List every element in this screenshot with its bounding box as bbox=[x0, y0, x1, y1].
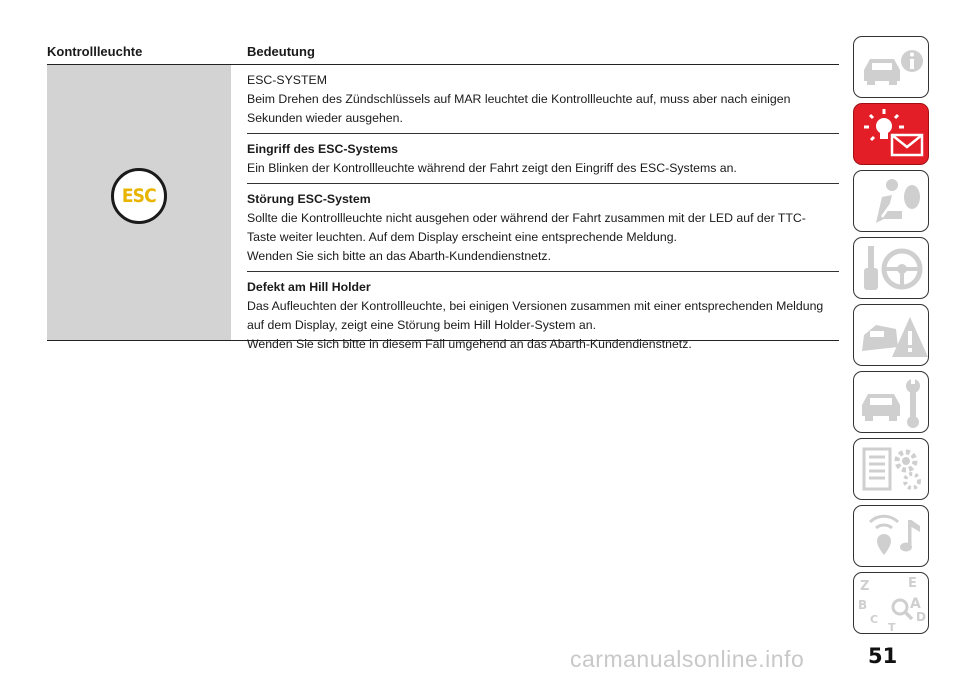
esc-warning-label: ESC bbox=[122, 185, 156, 207]
table-header-symbol: Kontrollleuchte bbox=[47, 44, 143, 59]
row-text-line: Sekunden wieder ausgehen. bbox=[247, 111, 403, 125]
car-accident-warning-icon bbox=[854, 305, 930, 367]
row-text-line: Das Aufleuchten der Kontrollleuchte, bei einigen Versionen zusammen mit einer entsprechenden Meldung bbox=[247, 299, 824, 313]
row-text-line: Beim Drehen des Zündschlüssels auf MAR leuchtet die Kontrollleuchte auf, muss aber nach einigen bbox=[247, 92, 791, 106]
tab-starting-driving[interactable] bbox=[853, 237, 929, 299]
row-text-line: Wenden Sie sich bitte in diesem Fall umgehend an das Abarth-Kundendienstnetz. bbox=[247, 337, 692, 351]
table-row bbox=[247, 65, 839, 134]
row-text-line: Wenden Sie sich bitte an das Abarth-Kundendienstnetz. bbox=[247, 249, 551, 263]
index-letter: T bbox=[888, 621, 896, 634]
table-row bbox=[247, 272, 839, 359]
index-letter: Z bbox=[860, 579, 870, 594]
tab-dashboard-info[interactable] bbox=[853, 36, 929, 98]
tab-multimedia[interactable] bbox=[853, 505, 929, 567]
tab-technical-data[interactable] bbox=[853, 438, 929, 500]
list-gears-icon bbox=[854, 439, 930, 501]
row-title: Störung ESC-System bbox=[247, 192, 371, 206]
table-header-meaning: Bedeutung bbox=[247, 44, 315, 59]
row-text-line: auf dem Display, zeigt eine Störung beim Hill Holder-System an. bbox=[247, 318, 597, 332]
meaning-cell bbox=[247, 65, 839, 359]
tab-servicing[interactable] bbox=[853, 371, 929, 433]
tab-warning-lights[interactable] bbox=[853, 103, 929, 165]
row-text-line: Ein Blinken der Kontrollleuchte während der Fahrt zeigt den Eingriff des ESC-Systems an. bbox=[247, 161, 737, 175]
tab-safety[interactable] bbox=[853, 170, 929, 232]
index-letter: B bbox=[858, 598, 868, 612]
tab-index[interactable] bbox=[853, 572, 929, 634]
esc-warning-icon bbox=[111, 168, 167, 224]
car-wrench-icon bbox=[854, 372, 930, 434]
symbol-cell bbox=[47, 65, 231, 340]
watermark: carmanualsonline.info bbox=[570, 646, 805, 672]
index-letter: D bbox=[916, 610, 926, 624]
seat-airbag-icon bbox=[854, 171, 930, 233]
table-bottom-rule bbox=[47, 340, 839, 341]
car-info-icon bbox=[854, 37, 930, 99]
tab-emergency[interactable] bbox=[853, 304, 929, 366]
multimedia-icon bbox=[854, 506, 930, 568]
row-text-line: Sollte die Kontrollleuchte nicht ausgehen oder während der Fahrt zusammen mit der LED auf der TTC- bbox=[247, 211, 806, 225]
row-text-line: Taste weiter leuchten. Auf dem Display erscheint eine entsprechende Meldung. bbox=[247, 230, 677, 244]
row-title: Eingriff des ESC-Systems bbox=[247, 142, 399, 156]
warning-light-message-icon bbox=[854, 104, 930, 166]
row-title: ESC-SYSTEM bbox=[247, 73, 327, 87]
index-letter: E bbox=[908, 576, 917, 591]
table-row bbox=[247, 134, 839, 184]
index-letter: A bbox=[910, 596, 921, 612]
page-number: 51 bbox=[868, 644, 898, 668]
table-row bbox=[247, 184, 839, 272]
key-steering-wheel-icon bbox=[854, 238, 930, 300]
index-letter: C bbox=[870, 613, 879, 626]
index-letters-icon bbox=[854, 573, 930, 635]
row-title: Defekt am Hill Holder bbox=[247, 280, 371, 294]
